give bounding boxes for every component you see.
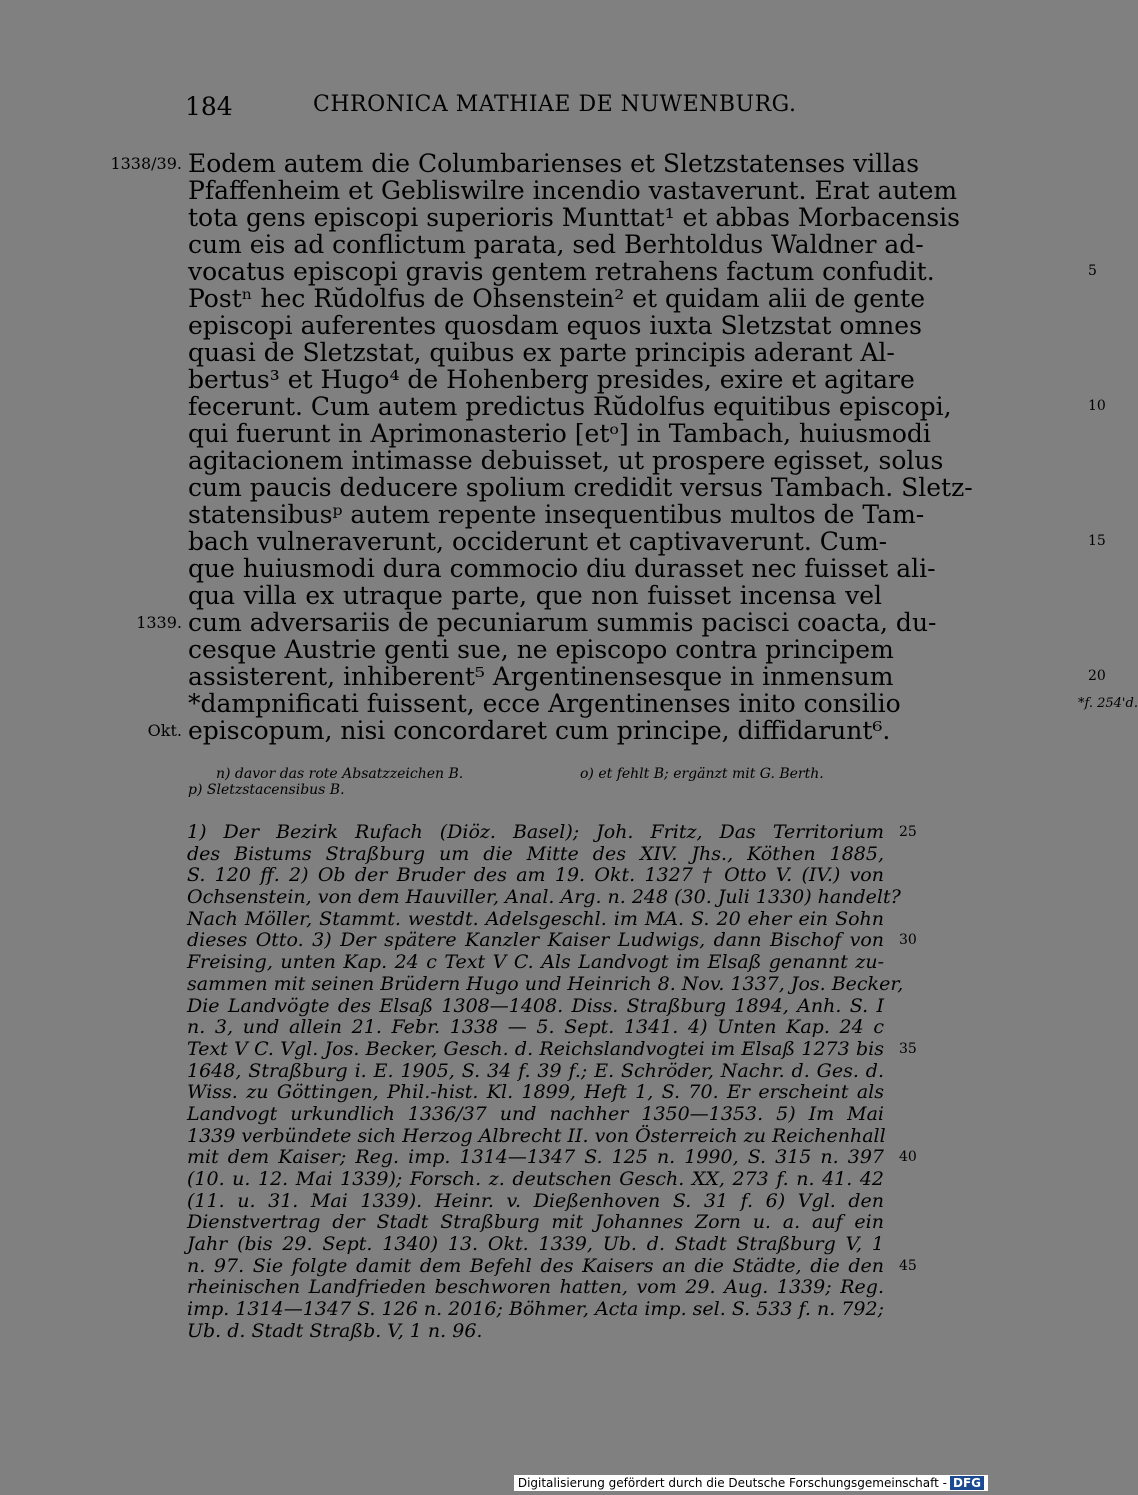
footnote-line (187, 1212, 884, 1234)
text-line (188, 365, 915, 394)
text-line (188, 203, 960, 232)
footnote-line-content: imp. 1314—1347 S. 126 n. 2016; Böhmer, Acta imp. sel. S. 533 f. n. 792; (187, 1298, 884, 1321)
text-line-content: Eodem autem die Columbarienses et Sletzstatenses villas (188, 149, 920, 178)
footnote-line-content: (11. u. 31. Mai 1339). Heinr. v. Dießenhoven S. 31 f. 6) Vgl. den (187, 1189, 884, 1212)
digitization-credit (514, 1475, 988, 1491)
text-line (188, 527, 1106, 556)
text-line-content: episcopum, nisi concordaret cum principe, diffidarunt⁶. (188, 716, 891, 745)
footnote-line (187, 1017, 884, 1039)
footnote-line-content: Text V C. Vgl. Jos. Becker, Gesch. d. Reichslandvogtei im Elsaß 1273 bis (187, 1037, 884, 1060)
footnotes (187, 821, 917, 1343)
text-line-content: cum eis ad conflictum parata, sed Berhtoldus Waldner ad- (188, 230, 924, 259)
footnote-line-content: (10. u. 12. Mai 1339); Forsch. z. deutschen Gesch. XX, 273 f. n. 41. 42 (187, 1168, 884, 1190)
text-line (188, 689, 1138, 718)
footnote-line (187, 1061, 884, 1083)
text-line-content: assisterent, inhiberent⁵ Argentinensesque in inmensum (188, 662, 894, 691)
footnote-line-content: Ochsenstein, von dem Hauviller, Anal. Arg. n. 248 (30. Juli 1330) handelt? (187, 886, 901, 909)
text-line (188, 473, 973, 502)
text-line-content: cum paucis deducere spolium credidit versus Tambach. Sletz- (188, 473, 973, 502)
footnote-line-content: Nach Möller, Stammt. westdt. Adelsgeschl. im MA. S. 20 eher ein Sohn (187, 907, 884, 930)
footnote-line (187, 952, 884, 974)
text-line-content: cesque Austrie genti sue, ne episcopo contra principem (188, 635, 894, 664)
text-line (188, 419, 931, 448)
footnote-line-content: mit dem Kaiser; Reg. imp. 1314—1347 S. 125 n. 1990, S. 315 n. 397 (187, 1146, 884, 1169)
footnote-line-content: Landvogt urkundlich 1336/37 und nachher 1350—1353. 5) Im Mai (187, 1102, 884, 1125)
text-line (136, 608, 937, 637)
credit-text: Digitalisierung gefördert durch die Deutsche Forschungsgemeinschaft - (517, 1476, 947, 1490)
text-line (188, 554, 936, 583)
folio-reference: *f. 254'd. (1078, 696, 1138, 711)
footnote-line-content: 1339 verbündete sich Herzog Albrecht II. von Österreich zu Reichenhall (187, 1124, 886, 1147)
text-line-content: agitacionem intimasse debuisset, ut prospere egisset, solus (188, 446, 944, 475)
footnote-line (187, 865, 884, 887)
line-number: 45 (899, 1257, 917, 1274)
footnote-line (187, 1234, 884, 1256)
footnote-line (187, 821, 917, 844)
text-line (188, 446, 944, 475)
text-line-content: bach vulneraverunt, occiderunt et captivaverunt. Cum- (188, 527, 888, 556)
variant-note-n: n) davor das rote Absatzzeichen B. (216, 766, 464, 782)
text-line (188, 500, 925, 529)
footnote-line (187, 909, 884, 931)
text-line (188, 311, 922, 340)
footnote-line-content: n. 97. Sie folgte damit dem Befehl des Kaisers an die Städte, die den (187, 1254, 884, 1277)
text-line-content: cum adversariis de pecuniarum summis pacisci coacta, du- (188, 608, 937, 637)
text-line-content: statensibusᵖ autem repente insequentibus multos de Tam- (188, 500, 925, 529)
text-line-content: qui fuerunt in Aprimonasterio [etᵒ] in Tambach, huiusmodi (188, 419, 931, 448)
margin-year: 1339. (136, 613, 182, 632)
variant-note-o: o) et fehlt B; ergänzt mit G. Berth. (580, 766, 824, 782)
footnote-line-content: Ub. d. Stadt Straßb. V, 1 n. 96. (187, 1319, 483, 1342)
footnote-line-content: Freising, unten Kap. 24 c Text V C. Als Landvogt im Elsaß genannt zu- (187, 951, 884, 974)
text-line-content: fecerunt. Cum autem predictus Rŭdolfus equitibus episcopi, (188, 392, 952, 421)
footnote-line (187, 1104, 884, 1126)
text-line-content: tota gens episcopi superioris Munttat¹ et abbas Morbacensis (188, 203, 960, 232)
text-line (110, 149, 920, 178)
variant-note-p: p) Sletzstacensibus B. (188, 782, 345, 798)
footnote-line (187, 886, 901, 909)
text-line (188, 662, 1106, 691)
text-line-content: vocatus episcopi gravis gentem retrahens factum confudit. (188, 257, 935, 286)
text-line (188, 230, 924, 259)
footnote-line (187, 1169, 884, 1191)
running-title: CHRONICA MATHIAE DE NUWENBURG. (313, 92, 797, 117)
text-line (147, 716, 891, 745)
footnote-line-content: 1) Der Bezirk Rufach (Diöz. Basel); Joh. Fritz, Das Territorium (187, 821, 884, 843)
footnote-line (187, 929, 917, 952)
footnote-line (187, 1277, 884, 1299)
footnote-line (187, 1146, 917, 1169)
footnote-line (187, 996, 884, 1018)
line-number: 15 (1088, 533, 1106, 549)
footnote-line-content: Jahr (bis 29. Sept. 1340) 13. Okt. 1339, Ub. d. Stadt Straßburg V, 1 (187, 1233, 884, 1256)
footnote-line-content: Die Landvögte des Elsaß 1308—1408. Diss. Straßburg 1894, Anh. S. I (187, 994, 884, 1017)
text-line-content: que huiusmodi dura commocio diu durasset nec fuisset ali- (188, 554, 936, 583)
margin-year: 1338/39. (110, 154, 182, 173)
line-number: 10 (1088, 398, 1106, 414)
footnote-line (187, 972, 904, 996)
text-line-content: Postⁿ hec Rŭdolfus de Ohsenstein² et quidam alii de gente (188, 284, 926, 313)
main-text (110, 149, 1138, 745)
footnote-line (187, 1254, 917, 1278)
text-line (188, 392, 1106, 421)
footnote-line (187, 844, 884, 866)
text-line (188, 284, 926, 313)
footnote-line-content: n. 3, und allein 21. Febr. 1338 — 5. Sept. 1341. 4) Unten Kap. 24 c (187, 1016, 884, 1039)
text-line (188, 257, 1097, 286)
footnote-line-content: rheinischen Landfrieden beschworen hatten, vom 29. Aug. 1339; Reg. (187, 1276, 884, 1299)
text-line-content: *dampnificati fuissent, ecce Argentinenses inito consilio (188, 689, 901, 718)
line-number: 5 (1088, 263, 1097, 279)
line-number: 40 (899, 1149, 917, 1166)
text-line (188, 338, 895, 367)
footnote-line-content: sammen mit seinen Brüdern Hugo und Heinrich 8. Nov. 1337, Jos. Becker, (187, 972, 904, 995)
footnote-line (187, 1299, 884, 1321)
footnote-line (187, 1082, 884, 1104)
line-number: 35 (899, 1040, 917, 1057)
text-line-content: qua villa ex utraque parte, que non fuisset incensa vel (188, 581, 882, 610)
margin-year: Okt. (147, 721, 182, 740)
footnote-line-content: S. 120 ff. 2) Ob der Bruder des am 19. Okt. 1327 † Otto V. (IV.) von (187, 864, 884, 887)
footnote-line-content: des Bistums Straßburg um die Mitte des XIV. Jhs., Köthen 1885, (187, 842, 884, 865)
text-line-content: Pfaffenheim et Gebliswilre incendio vastaverunt. Erat autem (188, 176, 958, 205)
line-number: 30 (899, 932, 917, 949)
page-header (185, 92, 885, 122)
text-line-content: bertus³ et Hugo⁴ de Hohenberg presides, exire et agitare (188, 365, 915, 394)
footnote-line (187, 1191, 884, 1213)
text-line (188, 582, 882, 609)
footnote-line (187, 1321, 884, 1343)
text-line-content: episcopi auferentes quosdam equos iuxta Sletzstat omnes (188, 311, 922, 340)
line-number: 25 (899, 824, 917, 840)
footnote-line-content: dieses Otto. 3) Der spätere Kanzler Kaiser Ludwigs, dann Bischof von (187, 929, 884, 952)
footnote-line-content: Dienstvertrag der Stadt Straßburg mit Johannes Zorn u. a. auf ein (187, 1211, 884, 1234)
text-line (188, 635, 894, 664)
footnote-line (187, 1037, 917, 1061)
page-number: 184 (185, 92, 233, 121)
text-line (188, 176, 958, 205)
footnote-line-content: 1648, Straßburg i. E. 1905, S. 34 f. 39 f.; E. Schröder, Nachr. d. Ges. d. (187, 1059, 884, 1082)
line-number: 20 (1088, 668, 1106, 684)
text-line-content: quasi de Sletzstat, quibus ex parte principis aderant Al- (188, 338, 895, 367)
footnote-line (187, 1126, 884, 1148)
footnote-line-content: Wiss. zu Göttingen, Phil.-hist. Kl. 1899, Heft 1, S. 70. Er erscheint als (187, 1081, 884, 1104)
dfg-logo: DFG (950, 1476, 984, 1490)
